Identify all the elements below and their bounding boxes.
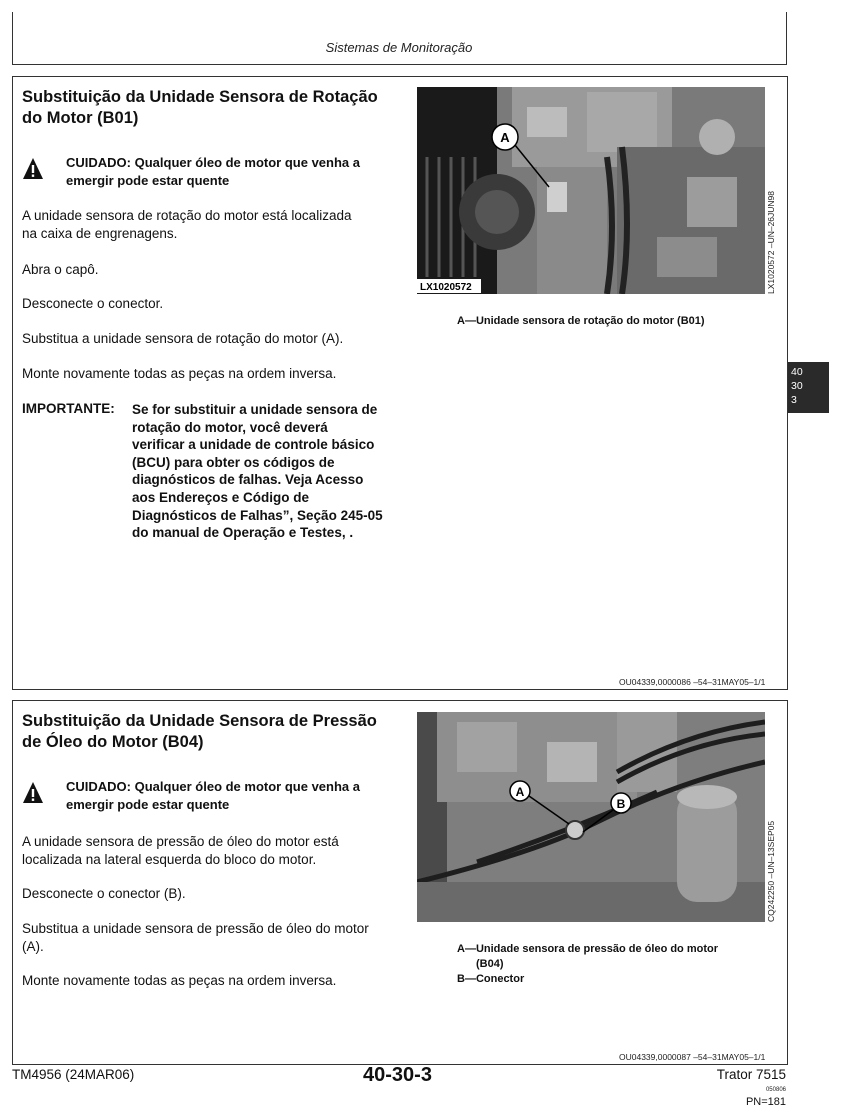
svg-text:B: B [616,797,626,811]
paragraph-location: A unidade sensora de rotação do motor está localizada na caixa de engrenagens. [22,208,352,241]
svg-text:LX1020572: LX1020572 [420,282,472,293]
section2-title: Substituição da Unidade Sensora de Pressão de Óleo do Motor (B04) [22,712,377,751]
section-tab-line2: 30 [791,380,803,392]
caption-b: B—Conector [457,973,525,985]
page-pn: PN=181 [745,1096,786,1108]
manual-id: TM4956 (24MAR06) [12,1067,135,1082]
section-speed-sensor [12,76,788,690]
photo1-side-code: LX1020572 –UN–26JUN98 [766,190,776,294]
important-text: Se for substituir a unidade sensora de rotação do motor, você deverá verificar a unidade de controle básico (BCU) para obter os códigos de diagnósticos de falhas. Veja Acesso aos Endereços e Código de Diagnósticos de Falhas”, Seção 245-05 do manual de Operação e Testes, . [132,402,383,541]
section-oil-pressure-sensor [12,700,788,1065]
section-tab-line3: 3 [791,394,797,406]
header-right-rule [786,12,787,64]
caution-text: CUIDADO: Qualquer óleo de motor que venha a emergir pode estar quente [66,155,360,188]
section1-reference: OU04339,0000086 –54–31MAY05–1/1 [619,677,766,687]
running-header: Sistemas de Monitoração [325,40,473,55]
warning-triangle-icon [22,157,44,186]
paragraph-disconnect: Desconecte o conector (B). [22,886,186,901]
header-left-rule [12,12,13,64]
tractor-model: Trator 7515 [716,1067,786,1082]
paragraph-reassemble: Monte novamente todas as peças na ordem inversa. [22,366,337,381]
section-tab [787,362,829,413]
svg-text:A: A [500,130,510,145]
photo2-side-code: CQ242250 –UN–13SEP05 [766,820,776,922]
important-label: IMPORTANTE: [22,401,115,416]
oil-pressure-sensor-photo [417,712,765,922]
warning-triangle-icon [22,781,44,810]
header-bottom-rule [12,64,787,65]
photo2-caption [457,942,718,987]
svg-text:A: A [515,785,525,799]
print-code: 050806 [765,1087,786,1093]
paragraph-replace: Substitua a unidade sensora de pressão de óleo do motor (A). [22,921,369,954]
engine-speed-sensor-photo [417,87,765,294]
paragraph-open-hood: Abra o capô. [22,262,99,277]
photo1-caption: A—Unidade sensora de rotação do motor (B01) [457,315,705,327]
caption-a: A—Unidade sensora de pressão de óleo do motor (B04) [457,943,718,970]
section2-reference: OU04339,0000087 –54–31MAY05–1/1 [619,1052,766,1062]
paragraph-location: A unidade sensora de pressão de óleo do motor está localizada na lateral esquerda do bloco do motor. [22,834,339,867]
page-number: 40-30-3 [363,1064,432,1086]
caution-text: CUIDADO: Qualquer óleo de motor que venha a emergir pode estar quente [66,779,360,812]
paragraph-replace: Substitua a unidade sensora de rotação do motor (A). [22,331,344,346]
section1-title: Substituição da Unidade Sensora de Rotação do Motor (B01) [22,88,378,127]
paragraph-disconnect: Desconecte o conector. [22,296,164,311]
section-tab-line1: 40 [791,366,803,378]
paragraph-reassemble: Monte novamente todas as peças na ordem inversa. [22,973,337,988]
